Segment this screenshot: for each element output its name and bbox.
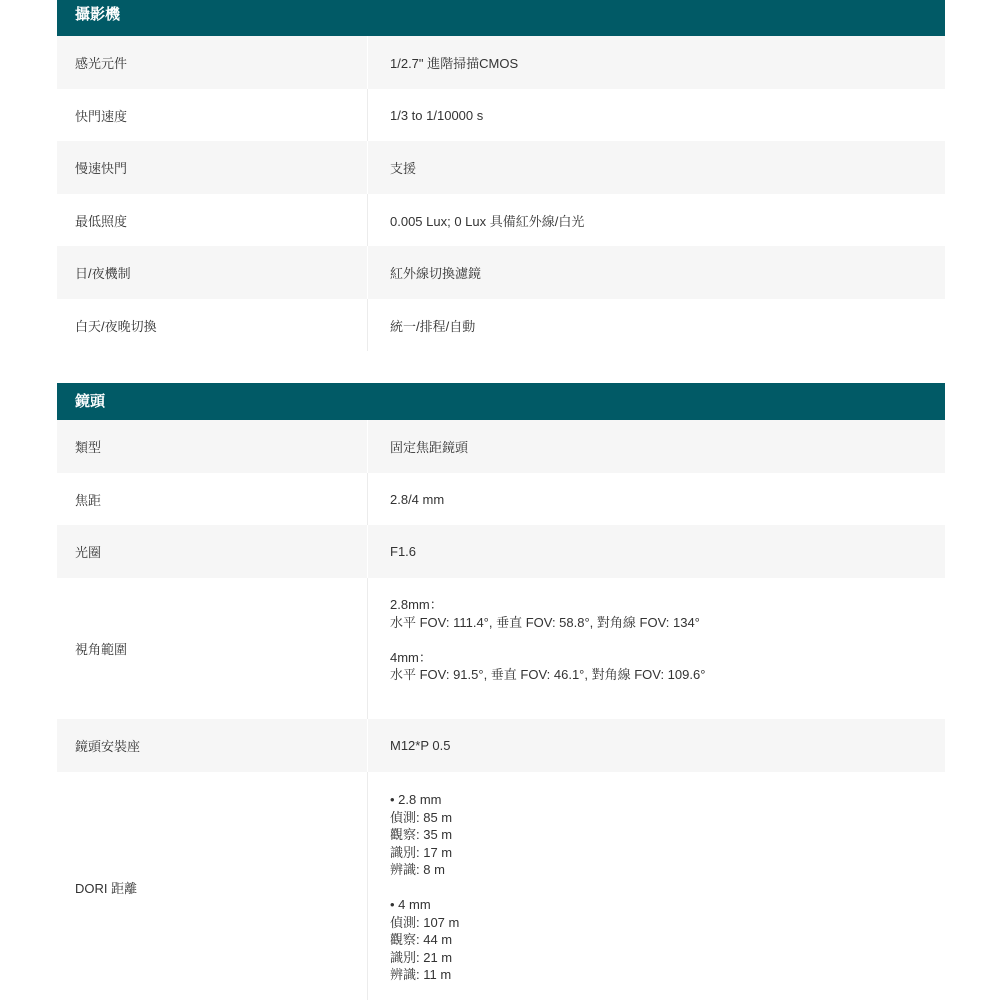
spec-row-lens-type: [57, 420, 945, 473]
spec-label: 焦距: [75, 492, 102, 508]
spec-value: 固定焦距鏡頭: [367, 420, 945, 473]
lens-section-header: 鏡頭: [57, 383, 945, 420]
spec-value: 1/3 to 1/10000 s: [367, 89, 945, 141]
fov-line: 2.8mm：: [390, 597, 443, 612]
spec-label: 視角範圍: [75, 642, 128, 657]
spec-row-focal-length: [57, 473, 945, 525]
spec-value-multiline: [367, 772, 945, 1000]
spec-row-lens-mount: [57, 719, 945, 772]
dori-line: 偵測: 85 m: [390, 809, 453, 825]
fov-line: 4mm：: [390, 649, 432, 665]
spec-value: 2.8/4 mm: [367, 473, 945, 525]
spec-row-min-illumination: [57, 194, 945, 246]
spec-value: M12*P 0.5: [367, 719, 945, 772]
spec-value: 支援: [367, 141, 945, 194]
spec-label: 類型: [75, 440, 102, 455]
camera-section-header: 攝影機: [57, 0, 945, 36]
dori-line: 辨識: 8 m: [390, 862, 445, 877]
spec-row-aperture: [57, 525, 945, 578]
dori-line: 偵測: 107 m: [390, 914, 460, 930]
spec-row-sensor: [57, 36, 945, 89]
lens-spec-section: [57, 383, 945, 1000]
spec-label: 快門速度: [75, 108, 128, 124]
spec-row-shutter-speed: [57, 89, 945, 141]
dori-line: 識別: 21 m: [390, 949, 453, 965]
spec-row-day-night: [57, 246, 945, 299]
spec-label: 最低照度: [75, 213, 128, 229]
dori-line: 識別: 17 m: [390, 844, 453, 860]
spec-label: 感光元件: [75, 56, 128, 71]
dori-line: 觀察: 44 m: [390, 932, 453, 947]
fov-line: 水平 FOV: 111.4°, 垂直 FOV: 58.8°, 對角線 FOV: 134°: [390, 614, 700, 630]
spec-row-day-night-switch: [57, 299, 945, 351]
dori-line: 觀察: 35 m: [390, 827, 453, 842]
spec-row-slow-shutter: [57, 141, 945, 194]
dori-line: • 4 mm: [390, 897, 431, 912]
spec-value: 0.005 Lux; 0 Lux 具備紅外線/白光: [367, 194, 945, 246]
spec-label: 鏡頭安裝座: [75, 739, 141, 754]
spec-label: 慢速快門: [75, 161, 128, 176]
spec-row-field-of-view: [57, 578, 945, 719]
spec-label: DORI 距離: [75, 880, 138, 896]
spec-label: 光圈: [75, 545, 102, 560]
spec-value: 統一/排程/自動: [367, 299, 945, 351]
dori-line: • 2.8 mm: [390, 792, 442, 807]
camera-spec-section: [57, 0, 945, 351]
fov-line: 水平 FOV: 91.5°, 垂直 FOV: 46.1°, 對角線 FOV: 109.6°: [390, 667, 706, 682]
spec-value-multiline: [367, 578, 945, 719]
spec-row-dori-distance: [57, 772, 945, 1000]
spec-value: 1/2.7" 進階掃描CMOS: [367, 36, 945, 89]
spec-value: F1.6: [367, 525, 945, 578]
spec-value: 紅外線切換濾鏡: [367, 246, 945, 299]
dori-line: 辨識: 11 m: [390, 967, 452, 982]
spec-label: 白天/夜晚切換: [75, 318, 157, 334]
spec-label: 日/夜機制: [75, 266, 131, 281]
